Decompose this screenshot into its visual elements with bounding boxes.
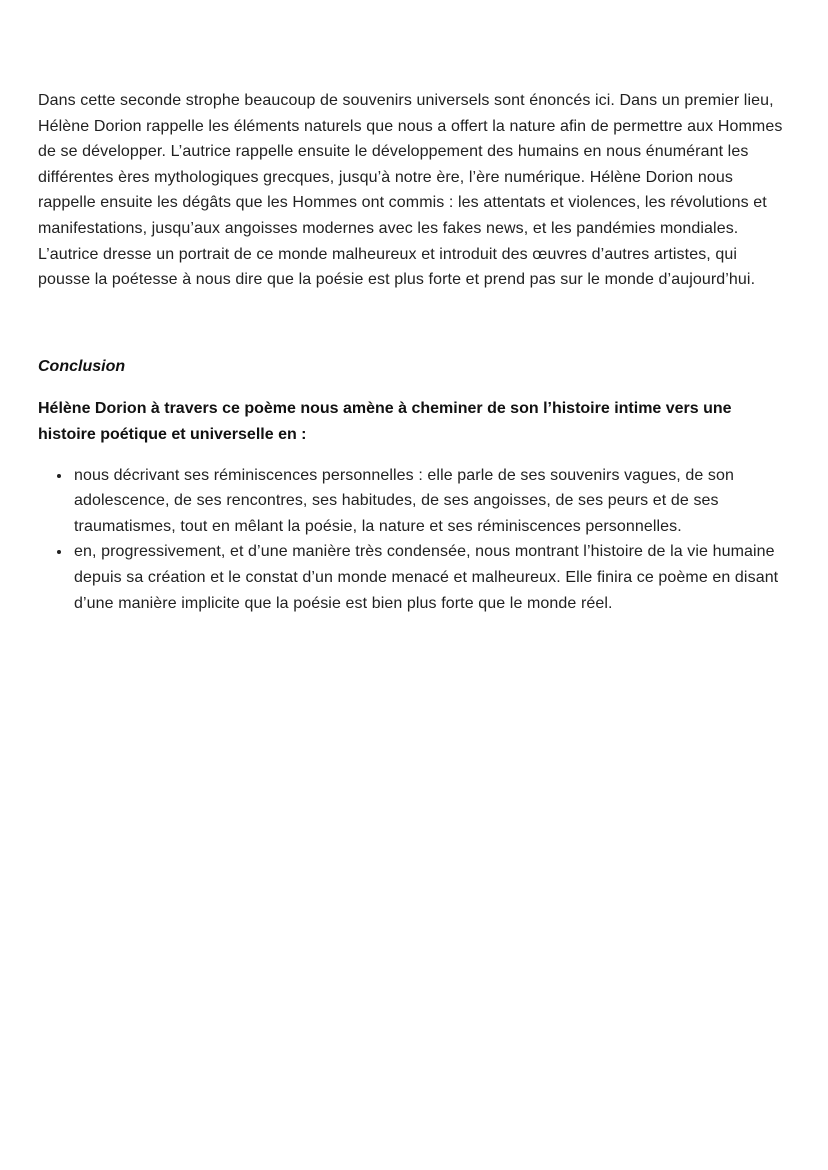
conclusion-bullet-list xyxy=(38,463,790,617)
conclusion-heading: Conclusion xyxy=(38,357,126,375)
body-paragraph: Dans cette seconde strophe beaucoup de souvenirs universels sont énoncés ici. Dans un premier lieu, Hélène Dorion rappelle les éléments naturels que nous a offert la nature afin de permettre aux Hommes de se développer. L’autrice rappelle ensuite le développement des humains en nous énumérant les différentes ères mythologiques grecques, jusqu’à notre ère, l’ère numérique. Hélène Dorion nous rappelle ensuite les dégâts que les Hommes ont commis : les attentats et violences, les révolutions et manifestations, jusqu’aux angoisses modernes avec les fakes news, et les pandémies mondiales. L’autrice dresse un portrait de ce monde malheureux et introduit des œuvres d’autres artistes, qui pousse la poétesse à nous dire que la poésie est plus forte et prend pas sur le monde d’aujourd’hui. xyxy=(38,92,783,289)
list-item: • en, progressivement, et d’une manière très condensée, nous montrant l’histoire de la vie humaine depuis sa création et le constat d’un monde menacé et malheureux. Elle finira ce poème en disant d’une manière implicite que la poésie est bien plus forte que le monde réel. xyxy=(72,539,790,616)
list-item: • nous décrivant ses réminiscences personnelles : elle parle de ses souvenirs vagues, de son adolescence, de ses rencontres, ses habitudes, de ses angoisses, de ses peurs et de ses traumatismes, tout en mêlant la poésie, la nature et ses réminiscences personnelles. xyxy=(72,463,790,540)
conclusion-intro-paragraph: Hélène Dorion à travers ce poème nous amène à cheminer de son l’histoire intime vers une histoire poétique et universelle en : xyxy=(38,400,732,443)
